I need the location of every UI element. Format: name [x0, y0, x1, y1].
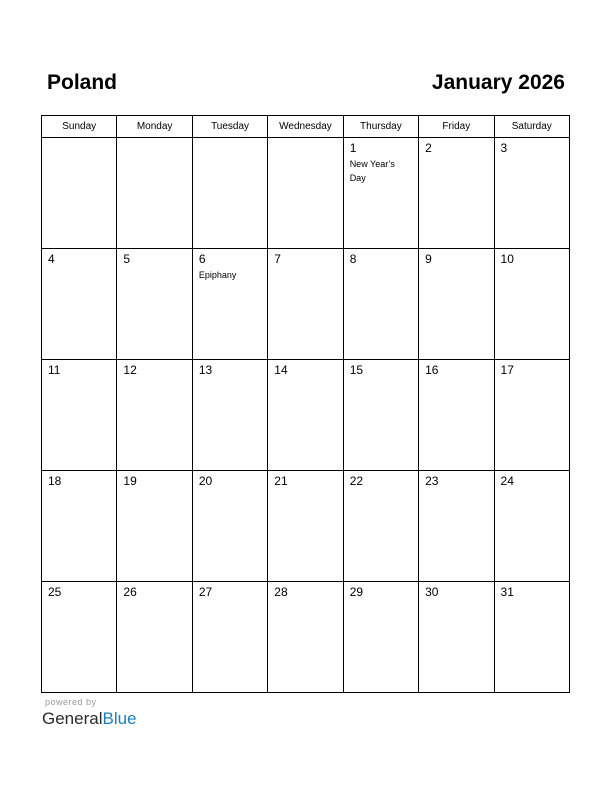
day-number: 26: [123, 585, 137, 599]
brand-name-part2: Blue: [102, 709, 137, 728]
day-cell: [192, 360, 267, 471]
day-cell: [494, 360, 569, 471]
day-cell: [268, 138, 343, 249]
day-cell: [117, 360, 192, 471]
day-number: 3: [500, 141, 508, 155]
day-cell: [42, 138, 117, 249]
brand-logo: [42, 708, 137, 730]
day-number: 8: [349, 252, 357, 266]
weekday-header: Friday: [419, 116, 494, 138]
day-number: 2: [425, 141, 432, 155]
weekday-header: Wednesday: [268, 116, 343, 138]
day-cell: [117, 471, 192, 582]
day-cell: [117, 138, 192, 249]
calendar-week-row: [42, 582, 570, 693]
day-cell: [42, 582, 117, 693]
day-number: 30: [425, 585, 439, 599]
day-number: 5: [123, 252, 131, 266]
weekday-header-row: [42, 116, 570, 138]
day-number: 7: [274, 252, 281, 266]
day-cell: [268, 582, 343, 693]
day-number: 9: [425, 252, 432, 266]
day-cell: [117, 582, 192, 693]
day-number: 25: [48, 585, 62, 599]
day-cell: [494, 471, 569, 582]
day-cell: [42, 249, 117, 360]
day-number: 17: [500, 363, 514, 377]
weekday-header: Thursday: [343, 116, 418, 138]
day-cell: [192, 249, 267, 360]
day-number: [193, 138, 267, 141]
weekday-header: Monday: [117, 116, 192, 138]
holiday-label: Epiphany: [198, 270, 237, 280]
calendar-week-row: [42, 138, 570, 249]
calendar-week-row: [42, 360, 570, 471]
weekday-header: Tuesday: [192, 116, 267, 138]
day-cell: [343, 582, 418, 693]
day-cell: [268, 471, 343, 582]
day-cell: [419, 138, 494, 249]
day-number: 24: [500, 474, 514, 488]
day-number: 6: [198, 252, 206, 266]
calendar-week-row: [42, 471, 570, 582]
day-cell: [343, 471, 418, 582]
day-cell: [419, 582, 494, 693]
day-number: 16: [425, 363, 439, 377]
day-number: 27: [198, 585, 213, 599]
day-cell: [42, 360, 117, 471]
calendar-body: [42, 138, 570, 693]
day-number: 18: [48, 474, 62, 488]
month-year-title: January 2026: [431, 71, 565, 94]
day-cell: [343, 360, 418, 471]
day-number: 4: [48, 252, 55, 266]
day-number: 28: [274, 585, 288, 599]
day-cell: [117, 249, 192, 360]
day-cell: [42, 471, 117, 582]
powered-by-text: powered by: [45, 697, 97, 707]
day-number: 29: [349, 585, 364, 599]
day-cell: [419, 249, 494, 360]
brand-name-part1: General: [42, 709, 103, 728]
day-cell: [192, 471, 267, 582]
day-cell: [268, 360, 343, 471]
day-number: [268, 138, 342, 141]
day-number: 19: [123, 474, 137, 488]
country-title: Poland: [47, 71, 118, 94]
day-cell: [419, 471, 494, 582]
day-number: 12: [123, 363, 137, 377]
day-number: 13: [198, 363, 213, 377]
day-cell: [268, 249, 343, 360]
day-number: 14: [274, 363, 288, 377]
day-cell: [343, 138, 418, 249]
day-number: [117, 138, 191, 141]
holiday-label: New Year’s Day: [349, 159, 395, 183]
day-cell: [494, 249, 569, 360]
day-number: 1: [349, 141, 357, 155]
day-cell: [494, 582, 569, 693]
day-number: 20: [198, 474, 213, 488]
calendar-grid: [41, 115, 570, 693]
day-number: 23: [425, 474, 439, 488]
day-number: [42, 138, 116, 141]
day-cell: [192, 138, 267, 249]
day-cell: [192, 582, 267, 693]
day-cell: [494, 138, 569, 249]
day-number: 15: [349, 363, 364, 377]
day-number: 11: [48, 363, 61, 377]
day-number: 31: [500, 585, 514, 599]
day-number: 10: [500, 252, 514, 266]
weekday-header: Saturday: [494, 116, 569, 138]
day-number: 21: [274, 474, 288, 488]
day-cell: [419, 360, 494, 471]
weekday-header: Sunday: [42, 116, 117, 138]
calendar-week-row: [42, 249, 570, 360]
footer-branding: [42, 697, 137, 730]
day-cell: [343, 249, 418, 360]
day-number: 22: [349, 474, 364, 488]
